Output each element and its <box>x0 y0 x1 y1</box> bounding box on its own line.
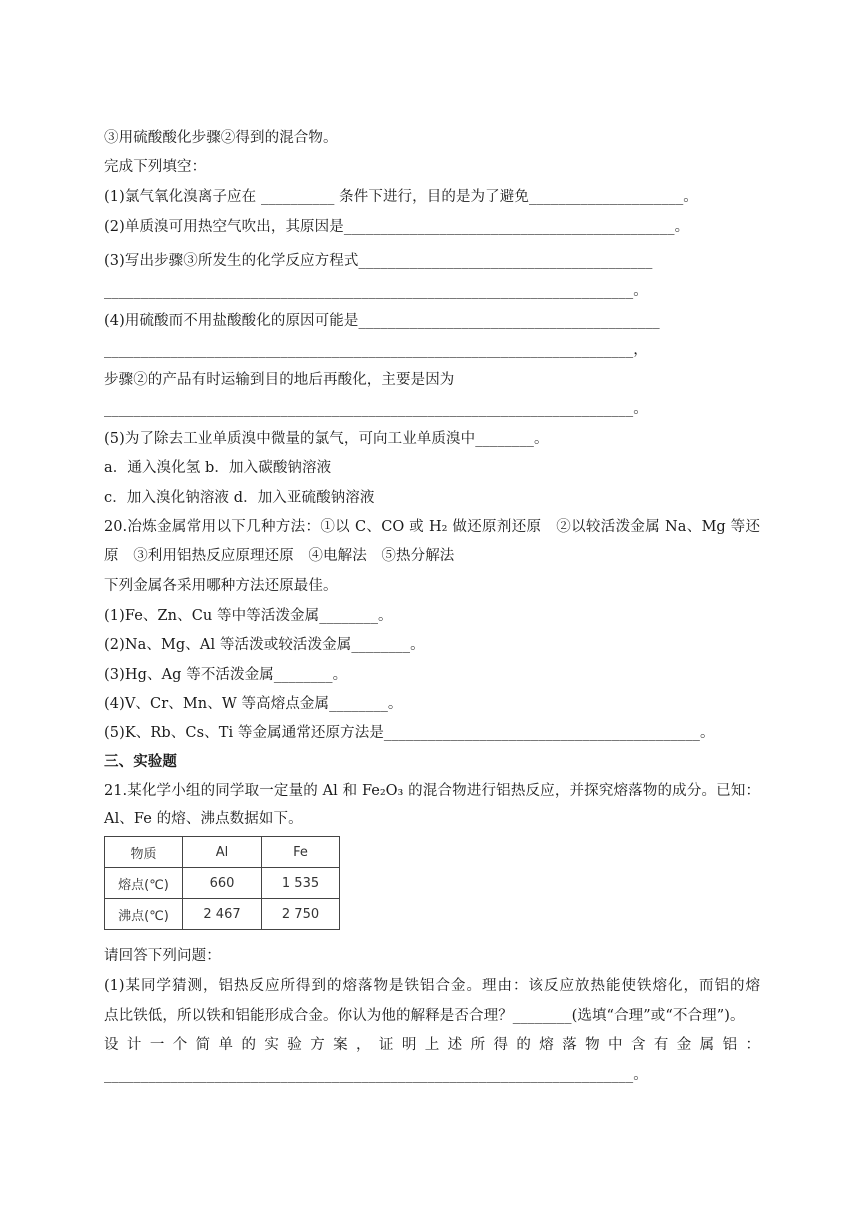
option-a-b: a．通入溴化氢 b．加入碳酸钠溶液 <box>104 460 332 476</box>
table-cell: 660 <box>183 868 262 899</box>
question-20-instruction: 下列金属各采用哪种方法还原最佳。 <box>104 578 338 594</box>
table-header-cell: Al <box>183 837 262 868</box>
question-21-1-design: 设 计 一 个 简 单 的 实 验 方 案 ， 证 明 上 述 所 得 的 熔 落 物 中 含 有 金 属 铝 ： <box>104 1037 760 1053</box>
question-20-1: (1)Fe、Zn、Cu 等中等活泼金属________。 <box>104 608 393 624</box>
answer-blank-line: ________________________________________________________________________。 <box>104 401 648 417</box>
instruction-text: 完成下列填空： <box>104 159 207 175</box>
question-19-3: (3)写出步骤③所发生的化学反应方程式________________________________________ <box>104 253 653 269</box>
question-19-5: (5)为了除去工业单质溴中微量的氯气，可向工业单质溴中________。 <box>104 431 549 447</box>
melting-boiling-table <box>104 836 340 930</box>
answer-blank-line: ________________________________________________________________________， <box>104 342 648 358</box>
prompt-text: 请回答下列问题： <box>104 948 221 964</box>
answer-blank-line: ________________________________________________________________________。 <box>104 1067 648 1083</box>
question-20: 20.冶炼金属常用以下几种方法：①以 C、CO 或 H₂ 做还原剂还原 ②以较活泼金属 Na、Mg 等还 <box>104 519 760 535</box>
question-19-2: (2)单质溴可用热空气吹出，其原因是_____________________________________________。 <box>104 219 690 235</box>
question-19-4: (4)用硫酸而不用盐酸酸化的原因可能是_________________________________________ <box>104 313 660 329</box>
question-21: 21.某化学小组的同学取一定量的 Al 和 Fe₂O₃ 的混合物进行铝热反应，并探究熔落物的成分。已知： <box>104 783 760 799</box>
table-header-row <box>105 837 340 868</box>
section-heading: 三、实验题 <box>104 754 177 770</box>
question-19-4-cont: 步骤②的产品有时运输到目的地后再酸化，主要是因为 <box>104 372 455 388</box>
question-19-1: (1)氯气氧化溴离子应在 __________ 条件下进行，目的是为了避免_____________________。 <box>104 189 698 205</box>
table-cell: 沸点(℃) <box>105 899 183 930</box>
answer-blank-line: ________________________________________________________________________。 <box>104 283 648 299</box>
table-header-cell: Fe <box>262 837 340 868</box>
table-row <box>105 868 340 899</box>
table-cell: 熔点(℃) <box>105 868 183 899</box>
question-21-cont: Al、Fe 的熔、沸点数据如下。 <box>104 811 303 827</box>
question-20-2: (2)Na、Mg、Al 等活泼或较活泼金属________。 <box>104 637 425 653</box>
step3-text: ③用硫酸酸化步骤②得到的混合物。 <box>104 130 338 146</box>
question-20-3: (3)Hg、Ag 等不活泼金属________。 <box>104 667 348 683</box>
question-20-4: (4)V、Cr、Mn、W 等高熔点金属________。 <box>104 696 403 712</box>
table-header-cell: 物质 <box>105 837 183 868</box>
table-cell: 1 535 <box>262 868 340 899</box>
question-20-5: (5)K、Rb、Cs、Ti 等金属通常还原方法是___________________________________________。 <box>104 725 715 741</box>
question-21-1: (1)某同学猜测，铝热反应所得到的熔落物是铁铝合金。理由：该反应放热能使铁熔化，而铝的熔 <box>104 978 760 994</box>
table-cell: 2 467 <box>183 899 262 930</box>
question-20-cont: 原 ③利用铝热反应原理还原 ④电解法 ⑤热分解法 <box>104 548 455 564</box>
option-c-d: c．加入溴化钠溶液 d．加入亚硫酸钠溶液 <box>104 490 375 506</box>
question-21-1-cont: 点比铁低，所以铁和铝能形成合金。你认为他的解释是否合理？________(选填“合理”或“不合理”)。 <box>104 1008 745 1024</box>
table-row <box>105 899 340 930</box>
table-cell: 2 750 <box>262 899 340 930</box>
